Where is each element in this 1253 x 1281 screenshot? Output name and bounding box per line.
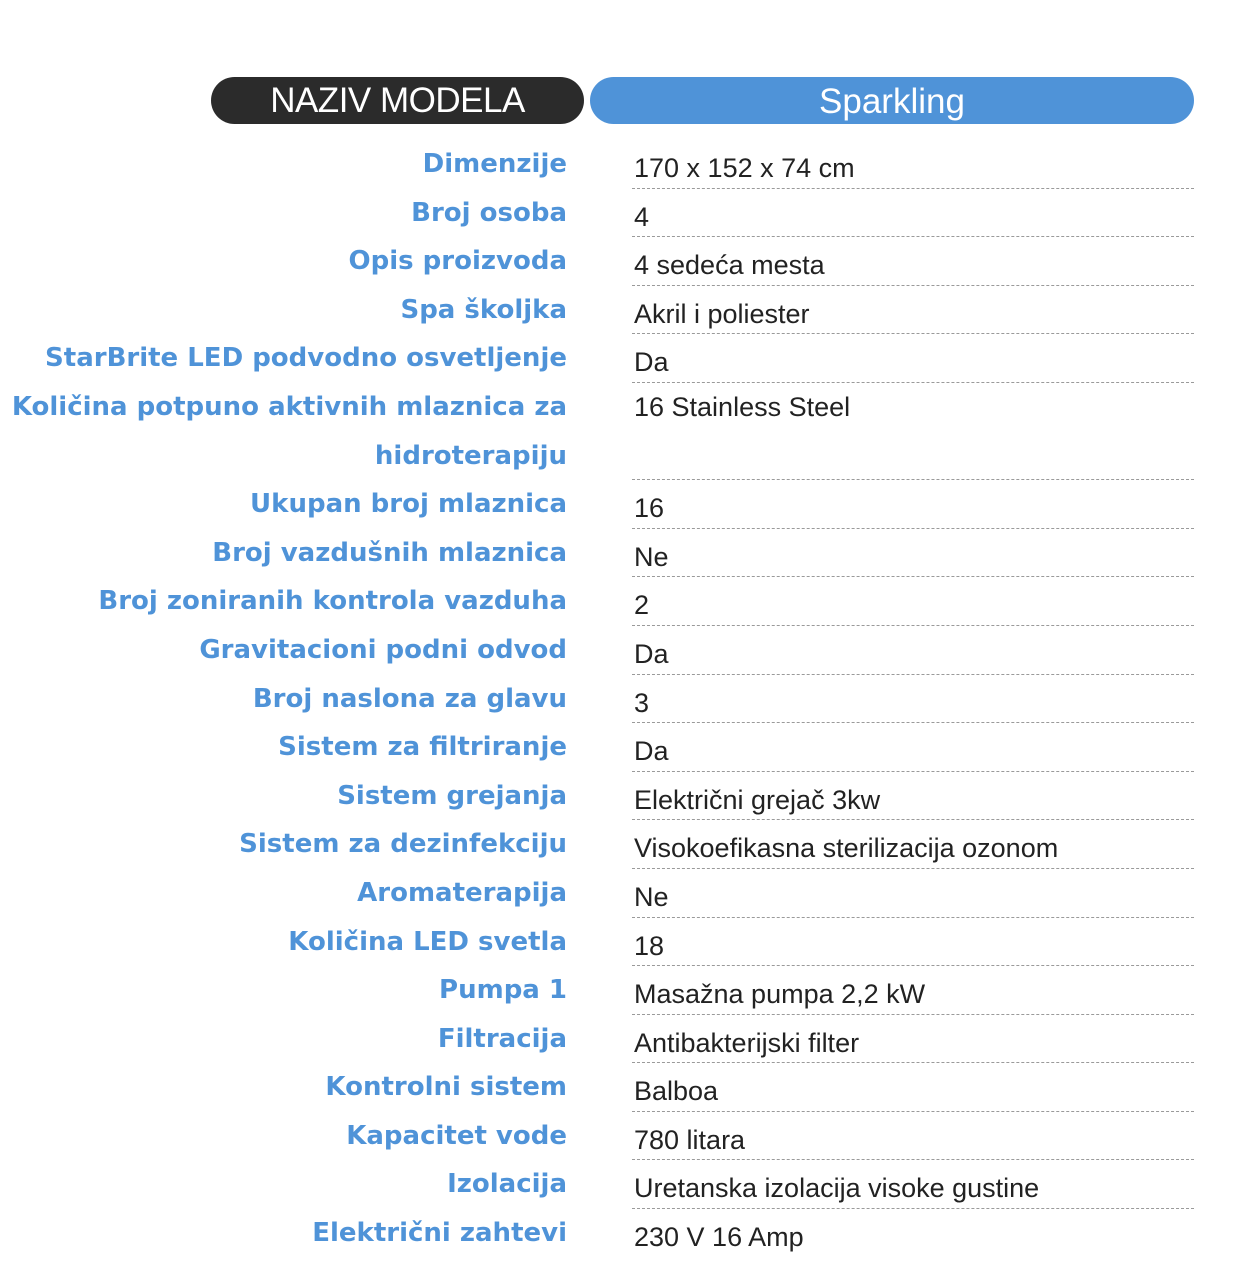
spec-label: Pumpa 1 xyxy=(439,975,567,1006)
spec-table xyxy=(0,140,1253,1258)
spec-label: StarBrite LED podvodno osvetljenje xyxy=(45,343,567,374)
model-name-value: Sparkling xyxy=(590,77,1194,124)
spec-label: Spa školjka xyxy=(400,294,567,325)
spec-label: Broj naslona za glavu xyxy=(252,683,567,714)
spec-value: 4 xyxy=(634,201,650,232)
spec-value: Visokoefikasna sterilizacija ozonom xyxy=(634,833,1059,864)
spec-header xyxy=(0,77,1253,124)
spec-row xyxy=(0,966,1253,1015)
spec-label: Električni zahtevi xyxy=(312,1218,567,1249)
spec-row xyxy=(0,237,1253,286)
spec-label: Broj zoniranih kontrola vazduha xyxy=(98,586,567,617)
spec-row xyxy=(0,140,1253,189)
spec-label: Dimenzije xyxy=(422,149,567,179)
spec-row xyxy=(0,869,1253,918)
spec-value: Akril i poliester xyxy=(634,298,810,329)
spec-value: 780 litara xyxy=(634,1124,746,1155)
spec-label: Količina potpuno aktivnih mlaznica za hidroterapiju xyxy=(11,391,567,471)
spec-label: Sistem za filtriranje xyxy=(278,732,567,763)
spec-label: Aromaterapija xyxy=(357,877,567,908)
spec-value: Ne xyxy=(634,881,669,912)
spec-value: Da xyxy=(634,638,669,669)
spec-value: Da xyxy=(634,347,669,378)
spec-row xyxy=(0,334,1253,383)
spec-row xyxy=(0,577,1253,626)
spec-value: Da xyxy=(634,736,669,767)
spec-row xyxy=(0,529,1253,578)
spec-row xyxy=(0,820,1253,869)
spec-label: Ukupan broj mlaznica xyxy=(250,489,567,520)
spec-value: 170 x 152 x 74 cm xyxy=(634,153,855,183)
model-name-label: NAZIV MODELA xyxy=(211,77,584,124)
spec-label: Gravitacioni podni odvod xyxy=(199,634,567,665)
spec-row xyxy=(0,723,1253,772)
spec-value: Balboa xyxy=(634,1076,719,1107)
spec-value: 16 xyxy=(634,493,665,524)
spec-row xyxy=(0,626,1253,675)
spec-label: Sistem grejanja xyxy=(337,780,567,811)
spec-label: Kapacitet vode xyxy=(346,1120,567,1151)
spec-value: Antibakterijski filter xyxy=(634,1027,860,1058)
spec-row xyxy=(0,1063,1253,1112)
spec-row xyxy=(0,1112,1253,1161)
spec-row xyxy=(0,286,1253,335)
spec-value: 18 xyxy=(634,930,665,961)
spec-row xyxy=(0,772,1253,821)
spec-value: 4 sedeća mesta xyxy=(634,250,825,281)
spec-value: Masažna pumpa 2,2 kW xyxy=(634,979,926,1010)
spec-value: Električni grejač 3kw xyxy=(634,784,881,815)
spec-row xyxy=(0,383,1253,480)
spec-row xyxy=(0,1160,1253,1209)
spec-row xyxy=(0,1015,1253,1064)
spec-label: Kontrolni sistem xyxy=(325,1072,567,1103)
spec-row xyxy=(0,189,1253,238)
spec-row xyxy=(0,1209,1253,1258)
spec-value: Uretanska izolacija visoke gustine xyxy=(634,1173,1040,1204)
spec-row xyxy=(0,675,1253,724)
spec-label: Filtracija xyxy=(437,1023,567,1054)
spec-row xyxy=(0,480,1253,529)
spec-value: 230 V 16 Amp xyxy=(634,1222,804,1253)
spec-value: 2 xyxy=(634,590,650,621)
spec-label: Broj osoba xyxy=(411,197,567,228)
spec-value: Ne xyxy=(634,541,669,572)
spec-label: Broj vazdušnih mlaznica xyxy=(212,537,567,568)
spec-label: Opis proizvoda xyxy=(348,246,567,277)
spec-row xyxy=(0,918,1253,967)
spec-value: 3 xyxy=(634,687,650,718)
spec-value: 16 Stainless Steel xyxy=(634,391,851,422)
spec-label: Sistem za dezinfekciju xyxy=(239,829,567,860)
spec-label: Izolacija xyxy=(447,1169,567,1200)
spec-label: Količina LED svetla xyxy=(288,926,567,957)
